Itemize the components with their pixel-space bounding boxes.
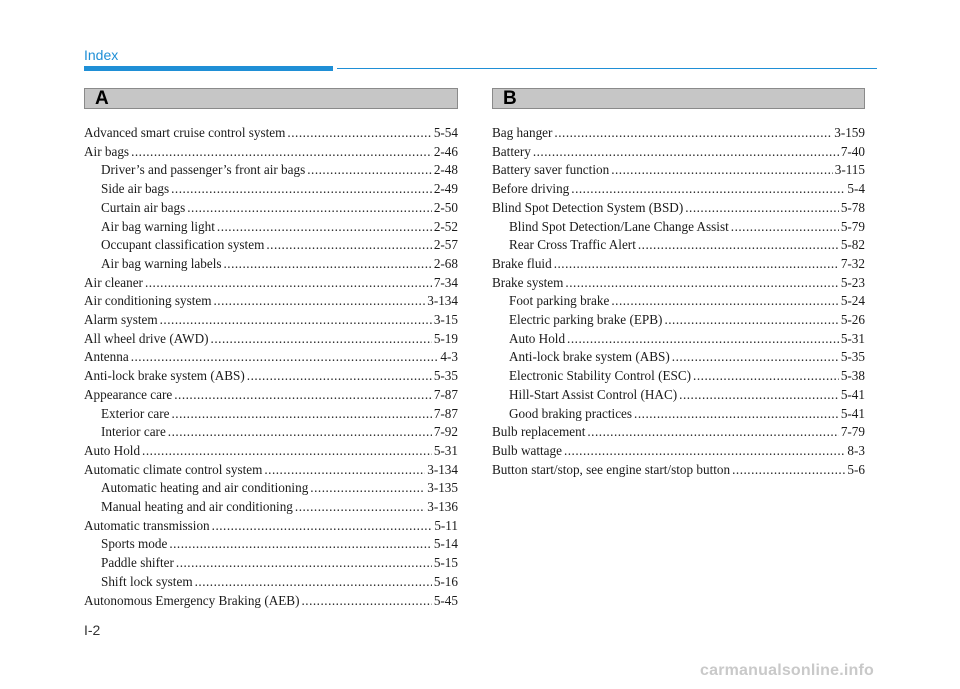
dot-leader [266, 236, 431, 255]
dot-leader [217, 218, 432, 237]
index-subentry [84, 573, 458, 592]
index-entry [84, 274, 458, 293]
dot-leader [169, 535, 432, 554]
index-term: Blind Spot Detection/Lane Change Assist [509, 218, 729, 234]
dot-leader [611, 161, 833, 180]
dot-leader [213, 292, 425, 311]
index-page-ref: 7-40 [840, 143, 865, 159]
header-rule-thick [84, 66, 333, 71]
index-subentry [84, 405, 458, 424]
page-title: Index [84, 47, 119, 63]
dot-leader [672, 348, 839, 367]
index-page-ref: 2-52 [433, 218, 458, 234]
index-subentry [84, 535, 458, 554]
index-entry [492, 423, 865, 442]
dot-leader [131, 348, 439, 367]
index-term: Automatic climate control system [84, 461, 263, 477]
index-term: Electronic Stability Control (ESC) [509, 368, 692, 384]
index-term: Blind Spot Detection System (BSD) [492, 199, 684, 215]
index-subentry [492, 330, 865, 349]
index-term: Button start/stop, see engine start/stop button [492, 461, 731, 477]
dot-leader [310, 479, 425, 498]
index-page-ref: 5-41 [840, 386, 865, 402]
index-page-ref: 2-48 [433, 162, 458, 178]
index-page-ref: 7-32 [840, 255, 865, 271]
dot-leader [145, 274, 432, 293]
watermark: carmanualsonline.info [700, 662, 875, 679]
dot-leader [731, 218, 839, 237]
index-subentry [84, 218, 458, 237]
index-entry [492, 461, 865, 480]
index-entry [492, 274, 865, 293]
dot-leader [565, 274, 838, 293]
index-entry [84, 124, 458, 143]
index-subentry [84, 255, 458, 274]
index-page-ref: 5-41 [840, 405, 865, 421]
dot-leader [160, 311, 432, 330]
index-column-a [84, 124, 458, 610]
index-term: Advanced smart cruise control system [84, 125, 286, 140]
dot-leader [211, 330, 432, 349]
footer-page-number: I-2 [84, 622, 101, 638]
index-term: Exterior care [101, 405, 170, 421]
index-term: Curtain air bags [101, 199, 186, 215]
index-term: Paddle shifter [101, 555, 174, 571]
section-letter-a: A [95, 88, 109, 109]
dot-leader [287, 124, 431, 143]
index-subentry [84, 498, 458, 517]
index-page-ref: 3-15 [433, 312, 458, 328]
index-page-ref: 5-79 [840, 218, 865, 234]
index-page-ref: 2-46 [433, 143, 458, 159]
dot-leader [176, 554, 432, 573]
dot-leader [212, 517, 433, 536]
index-term: Air conditioning system [84, 293, 212, 309]
index-term: All wheel drive (AWD) [84, 330, 209, 346]
section-letter-bar-a [84, 88, 458, 109]
index-entry [84, 442, 458, 461]
index-subentry [492, 348, 865, 367]
index-term: Auto Hold [509, 330, 566, 346]
index-entry [492, 199, 865, 218]
index-term: Battery saver function [492, 162, 610, 178]
dot-leader [638, 236, 839, 255]
index-term: Sports mode [101, 536, 168, 552]
index-term: Alarm system [84, 312, 158, 328]
header-rule-thin [337, 68, 877, 69]
dot-leader [571, 180, 845, 199]
index-entry [84, 348, 458, 367]
index-page-ref: 5-82 [840, 237, 865, 253]
index-page-ref: 5-78 [840, 199, 865, 215]
index-subentry [84, 423, 458, 442]
index-page-ref: 5-23 [840, 274, 865, 290]
index-page-ref: 5-26 [840, 312, 865, 328]
index-term: Automatic heating and air conditioning [101, 480, 309, 496]
index-term: Side air bags [101, 181, 170, 197]
dot-leader [168, 423, 432, 442]
index-page-ref: 5-24 [840, 293, 865, 309]
index-entry [492, 124, 865, 143]
index-term: Electric parking brake (EPB) [509, 312, 663, 328]
dot-leader [587, 423, 838, 442]
index-subentry [84, 180, 458, 199]
index-page-ref: 2-68 [433, 255, 458, 271]
dot-leader [264, 461, 425, 480]
dot-leader [554, 255, 839, 274]
dot-leader [223, 255, 431, 274]
dot-leader [295, 498, 425, 517]
section-letter-b: B [503, 88, 517, 109]
index-subentry [492, 218, 865, 237]
dot-leader [564, 442, 845, 461]
index-page-ref: 8-3 [847, 442, 865, 458]
index-term: Interior care [101, 424, 166, 440]
index-term: Battery [492, 143, 531, 159]
index-term: Bag hanger [492, 125, 553, 140]
index-page-ref: 7-92 [433, 424, 458, 440]
dot-leader [679, 386, 839, 405]
index-entry [84, 517, 458, 536]
dot-leader [611, 292, 838, 311]
index-term: Anti-lock brake system (ABS) [509, 349, 670, 365]
dot-leader [567, 330, 839, 349]
index-term: Air bag warning labels [101, 255, 222, 271]
index-entry [492, 180, 865, 199]
index-page-ref: 7-87 [433, 405, 458, 421]
dot-leader [247, 367, 432, 386]
index-page-ref: 5-54 [433, 125, 458, 140]
index-page-ref: 5-31 [840, 330, 865, 346]
index-entry [84, 292, 458, 311]
index-page-ref: 2-49 [433, 181, 458, 197]
index-term: Antenna [84, 349, 129, 365]
dot-leader [301, 592, 431, 611]
index-column-b [492, 124, 865, 479]
index-term: Before driving [492, 181, 570, 197]
index-page-ref: 5-45 [433, 592, 458, 608]
index-term: Foot parking brake [509, 293, 610, 309]
index-page-ref: 5-11 [434, 517, 458, 533]
index-page-ref: 2-50 [433, 199, 458, 215]
index-page-ref: 3-135 [427, 480, 458, 496]
index-page-ref: 3-159 [834, 125, 865, 140]
index-term: Manual heating and air conditioning [101, 499, 293, 515]
index-page-ref: 5-6 [847, 461, 865, 477]
index-subentry [84, 554, 458, 573]
index-page-ref: 5-38 [840, 368, 865, 384]
dot-leader [634, 405, 839, 424]
dot-leader [693, 367, 839, 386]
index-term: Air bags [84, 143, 130, 159]
index-entry [84, 386, 458, 405]
index-subentry [492, 405, 865, 424]
dot-leader [664, 311, 838, 330]
index-entry [492, 161, 865, 180]
index-page-ref: 5-4 [847, 181, 865, 197]
dot-leader [533, 143, 839, 162]
index-page-ref: 5-19 [433, 330, 458, 346]
index-page-ref: 2-57 [433, 237, 458, 253]
index-term: Auto Hold [84, 442, 141, 458]
dot-leader [685, 199, 839, 218]
index-term: Bulb replacement [492, 424, 586, 440]
index-page-ref: 5-15 [433, 555, 458, 571]
index-page-ref: 7-79 [840, 424, 865, 440]
dot-leader [171, 405, 431, 424]
dot-leader [171, 180, 432, 199]
index-term: Automatic transmission [84, 517, 210, 533]
index-page-ref: 5-35 [840, 349, 865, 365]
index-entry [84, 143, 458, 162]
index-page-ref: 5-14 [433, 536, 458, 552]
index-entry [84, 330, 458, 349]
index-term: Brake fluid [492, 255, 552, 271]
index-subentry [84, 161, 458, 180]
index-term: Hill-Start Assist Control (HAC) [509, 386, 678, 402]
index-subentry [84, 479, 458, 498]
index-page-ref: 3-134 [427, 293, 458, 309]
index-page-ref: 3-115 [834, 162, 865, 178]
index-term: Good braking practices [509, 405, 633, 421]
index-term: Brake system [492, 274, 564, 290]
index-term: Shift lock system [101, 573, 193, 589]
section-letter-bar-b [492, 88, 865, 109]
index-subentry [492, 292, 865, 311]
index-entry [492, 442, 865, 461]
dot-leader [307, 161, 432, 180]
index-page-ref: 3-136 [427, 499, 458, 515]
index-subentry [492, 367, 865, 386]
index-entry [84, 311, 458, 330]
index-term: Occupant classification system [101, 237, 265, 253]
dot-leader [732, 461, 845, 480]
index-subentry [492, 386, 865, 405]
index-page-ref: 5-35 [433, 368, 458, 384]
index-entry [84, 367, 458, 386]
index-term: Rear Cross Traffic Alert [509, 237, 636, 253]
index-term: Appearance care [84, 386, 173, 402]
dot-leader [142, 442, 432, 461]
dot-leader [187, 199, 432, 218]
index-entry [84, 461, 458, 480]
index-entry [84, 592, 458, 611]
index-page-ref: 7-34 [433, 274, 458, 290]
index-page-ref: 4-3 [440, 349, 458, 365]
index-page-ref: 3-134 [427, 461, 458, 477]
index-page-ref: 7-87 [433, 386, 458, 402]
index-subentry [84, 199, 458, 218]
index-subentry [492, 236, 865, 255]
dot-leader [195, 573, 432, 592]
index-term: Air cleaner [84, 274, 143, 290]
index-subentry [84, 236, 458, 255]
index-term: Anti-lock brake system (ABS) [84, 368, 245, 384]
index-subentry [492, 311, 865, 330]
dot-leader [131, 143, 432, 162]
index-term: Driver’s and passenger’s front air bags [101, 162, 306, 178]
dot-leader [554, 124, 832, 143]
index-page-ref: 5-31 [433, 442, 458, 458]
index-term: Autonomous Emergency Braking (AEB) [84, 592, 300, 608]
index-page-ref: 5-16 [433, 573, 458, 589]
index-term: Air bag warning light [101, 218, 215, 234]
dot-leader [174, 386, 432, 405]
index-term: Bulb wattage [492, 442, 562, 458]
index-entry [492, 255, 865, 274]
index-entry [492, 143, 865, 162]
